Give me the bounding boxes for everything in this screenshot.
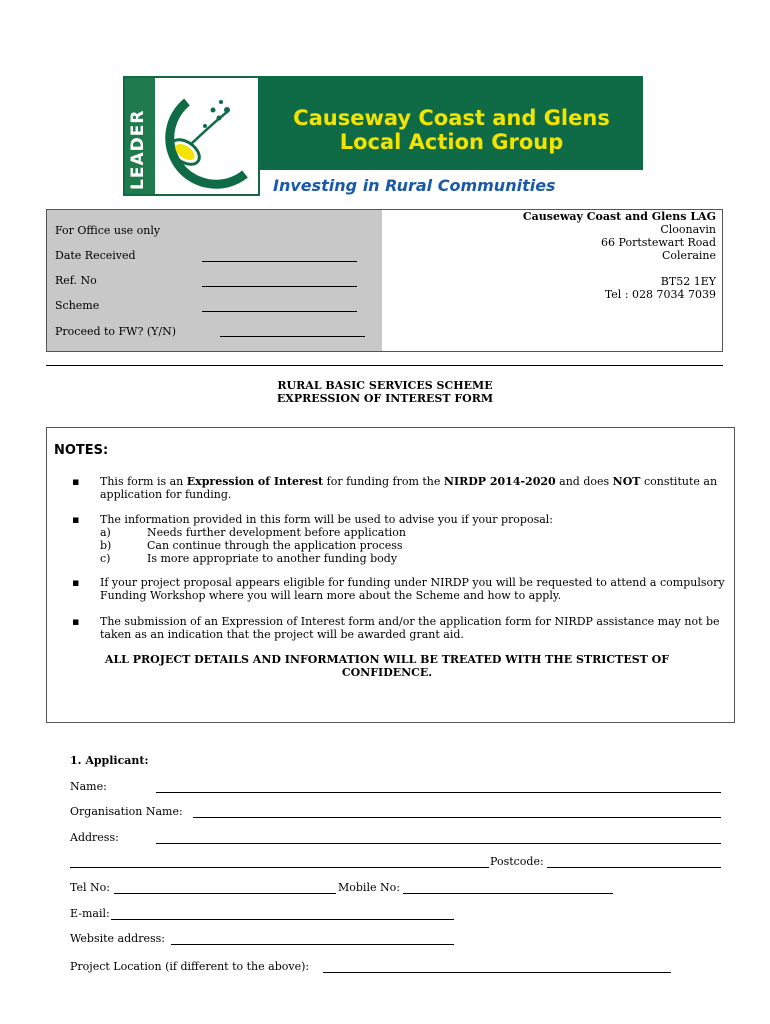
note-4: The submission of an Expression of Interest form and/or the application form for NIRDP assistance may not be taken as an indication that the project will be awarded grant aid. xyxy=(100,615,720,641)
leader-emblem xyxy=(123,76,260,196)
scheme-label: Scheme xyxy=(55,299,100,312)
note-1-text-2: for funding from the xyxy=(323,475,444,488)
date-received-field[interactable] xyxy=(202,261,357,262)
address-line-2: 66 Portstewart Road xyxy=(601,236,716,249)
name-label: Name: xyxy=(70,780,107,793)
address-field[interactable] xyxy=(156,843,721,844)
note-2-item-b-letter: b) xyxy=(100,539,112,552)
date-received-label: Date Received xyxy=(55,249,136,262)
leader-plant-icon xyxy=(157,82,257,192)
note-2-item-c: Is more appropriate to another funding body xyxy=(147,552,398,565)
proceed-label: Proceed to FW? (Y/N) xyxy=(55,325,177,338)
note-1-nirdp: NIRDP 2014-2020 xyxy=(443,475,556,488)
notes-heading: NOTES: xyxy=(54,443,109,458)
org-name-field[interactable] xyxy=(193,817,721,818)
applicant-section-title: 1. Applicant: xyxy=(70,754,149,767)
note-1-text-3: and does xyxy=(555,475,613,488)
email-label: E-mail: xyxy=(70,907,110,920)
bullet-icon: ▪ xyxy=(72,475,80,488)
note-1-not: NOT xyxy=(612,475,641,488)
office-use-panel xyxy=(47,210,382,351)
address-label: Address: xyxy=(70,831,119,844)
name-field[interactable] xyxy=(156,792,721,793)
note-2-item-b: Can continue through the application process xyxy=(147,539,403,552)
tel-label: Tel No: xyxy=(70,881,110,894)
address-line-3: Coleraine xyxy=(662,249,716,262)
logo-tagline: Investing in Rural Communities xyxy=(273,176,556,195)
lag-logo xyxy=(123,76,643,200)
note-2-item-a-letter: a) xyxy=(100,526,111,539)
form-title: EXPRESSION OF INTEREST FORM xyxy=(276,392,494,405)
org-name-label: Organisation Name: xyxy=(70,805,183,818)
office-info-box xyxy=(46,209,723,352)
logo-banner xyxy=(260,76,643,170)
note-1-text-4: constitute an application for funding. xyxy=(100,475,718,501)
confidentiality-statement: ALL PROJECT DETAILS AND INFORMATION WILL BE TREATED WITH THE STRICTEST OF CONFIDENCE. xyxy=(104,653,670,679)
postcode-field[interactable] xyxy=(547,867,721,868)
postcode-label: Postcode: xyxy=(490,855,544,868)
mobile-field[interactable] xyxy=(403,893,613,894)
bullet-icon: ▪ xyxy=(72,576,80,589)
address-postcode: BT52 1EY xyxy=(660,275,716,288)
lag-name: Causeway Coast and Glens LAG xyxy=(522,210,716,223)
lag-address xyxy=(523,210,716,301)
scheme-title: RURAL BASIC SERVICES SCHEME xyxy=(277,379,493,392)
note-3: If your project proposal appears eligible for funding under NIRDP you will be requested to attend a compulsory Funding Workshop where you will learn more about the Scheme and how to apply. xyxy=(100,576,725,602)
note-1 xyxy=(100,475,725,501)
tel-field[interactable] xyxy=(114,893,336,894)
proceed-field[interactable] xyxy=(220,336,365,337)
office-heading: For Office use only xyxy=(55,224,161,237)
ref-no-label: Ref. No xyxy=(55,274,97,287)
website-label: Website address: xyxy=(70,932,165,945)
address-field-2[interactable] xyxy=(70,867,489,868)
note-1-text: This form is an xyxy=(100,475,187,488)
leader-bar xyxy=(125,78,155,194)
mobile-label: Mobile No: xyxy=(338,881,400,894)
project-location-field[interactable] xyxy=(323,972,671,973)
email-field[interactable] xyxy=(111,919,454,920)
project-location-label: Project Location (if different to the above): xyxy=(70,960,310,973)
scheme-field[interactable] xyxy=(202,311,357,312)
notes-box xyxy=(46,427,735,723)
bullet-icon: ▪ xyxy=(72,513,80,526)
ref-no-field[interactable] xyxy=(202,286,357,287)
website-field[interactable] xyxy=(171,944,454,945)
divider xyxy=(46,365,723,366)
note-1-eoi: Expression of Interest xyxy=(186,475,324,488)
note-2-item-a: Needs further development before application xyxy=(147,526,406,539)
note-2: The information provided in this form will be used to advise you if your proposal: xyxy=(100,513,554,526)
address-tel: Tel : 028 7034 7039 xyxy=(604,288,716,301)
bullet-icon: ▪ xyxy=(72,615,80,628)
address-line-1: Cloonavin xyxy=(660,223,716,236)
banner-line-1: Causeway Coast and Glens xyxy=(293,106,610,130)
leader-text: LEADER xyxy=(128,109,148,190)
banner-line-2: Local Action Group xyxy=(339,130,564,154)
note-2-item-c-letter: c) xyxy=(100,552,111,565)
